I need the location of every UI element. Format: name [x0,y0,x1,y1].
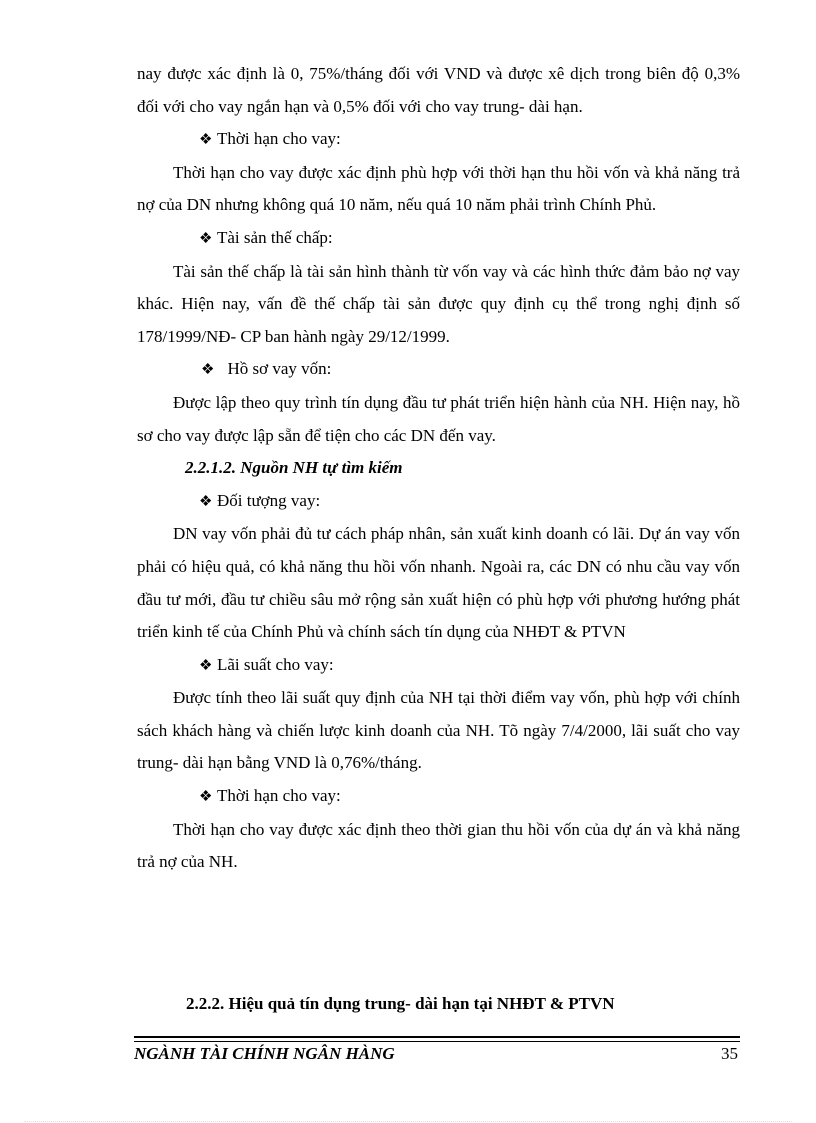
bullet-borrower [137,485,740,519]
bullet-label: Thời hạn cho vay: [217,129,341,149]
page-number: 35 [721,1044,738,1063]
diamond-bullet-icon: ❖ [199,789,213,806]
bullet-label: Thời hạn cho vay: [217,786,341,806]
bullet-label: Hồ sơ vay vốn: [227,359,332,379]
paragraph-loan-term-2: Thời hạn cho vay được xác định theo thời gian thu hồi vốn của dự án và khả năng trả nợ của NH. [137,819,740,872]
bullet-loan-dossier [137,353,740,387]
paragraph-interest-rate: Được tính theo lãi suất quy định của NH tại thời điểm vay vốn, phù hợp với chính sách khách hàng và chiến lược kinh doanh của NH. Tõ ngày 7/4/2000, lãi suất cho vay trung- dài hạn bằng VND là 0,76%/tháng. [137,688,740,773]
page-edge-dots [24,1121,792,1122]
bullet-loan-term-2 [137,780,740,814]
diamond-bullet-icon: ❖ [199,493,213,510]
footer-rule-thick [134,1036,740,1038]
paragraph-borrower: DN vay vốn phải đủ tư cách pháp nhân, sản xuất kinh doanh có lãi. Dự án vay vốn phải có hiệu quả, có khả năng thu hồi vốn nhanh. Ngoài ra, các DN có nhu cầu vay vốn đầu tư mới, đầu tư chiều sâu mở rộng sản xuất hiện có phù hợp với phương hướng phát triển kinh tế của Chính Phủ và chính sách tín dụng của NHĐT & PTVN [137,524,740,642]
diamond-bullet-icon: ❖ [201,362,215,379]
page-body [137,58,740,879]
paragraph-interest-continued: nay được xác định là 0, 75%/tháng đối với VND và được xê dịch trong biên độ 0,3% đối với cho vay ngắn hạn và 0,5% đối với cho vay trung- dài hạn. [137,64,740,116]
paragraph-collateral: Tài sản thế chấp là tài sản hình thành từ vốn vay và các hình thức đảm bảo nợ vay khác. Hiện nay, vấn đề thế chấp tài sản được quy định cụ thể trong nghị định số 178/1999/NĐ- CP ban hành ngày 29/12/1999. [137,261,740,346]
footer-department: NGÀNH TÀI CHÍNH NGÂN HÀNG [134,1044,395,1063]
diamond-bullet-icon: ❖ [199,132,213,149]
paragraph-loan-term: Thời hạn cho vay được xác định phù hợp với thời hạn thu hồi vốn và khả năng trả nợ của DN nhưng không quá 10 năm, nếu quá 10 năm phải trình Chính Phủ. [137,162,740,215]
paragraph-loan-dossier: Được lập theo quy trình tín dụng đầu tư phát triển hiện hành của NH. Hiện nay, hồ sơ cho vay được lập sẵn để tiện cho các DN đến vay. [137,392,740,445]
bullet-label: Lãi suất cho vay: [217,654,334,674]
section-heading: 2.2.2. Hiệu quả tín dụng trung- dài hạn tại NHĐT & PTVN [186,994,615,1013]
bullet-interest-rate [137,649,740,683]
bullet-label: Tài sản thế chấp: [217,227,333,247]
subsection-heading: 2.2.1.2. Nguồn NH tự tìm kiếm [185,458,403,478]
diamond-bullet-icon: ❖ [199,657,213,674]
bullet-collateral [137,222,740,256]
footer-rule-thin [134,1041,740,1042]
bullet-loan-term [137,123,740,157]
diamond-bullet-icon: ❖ [199,230,213,247]
bullet-label: Đối tượng vay: [217,490,321,510]
